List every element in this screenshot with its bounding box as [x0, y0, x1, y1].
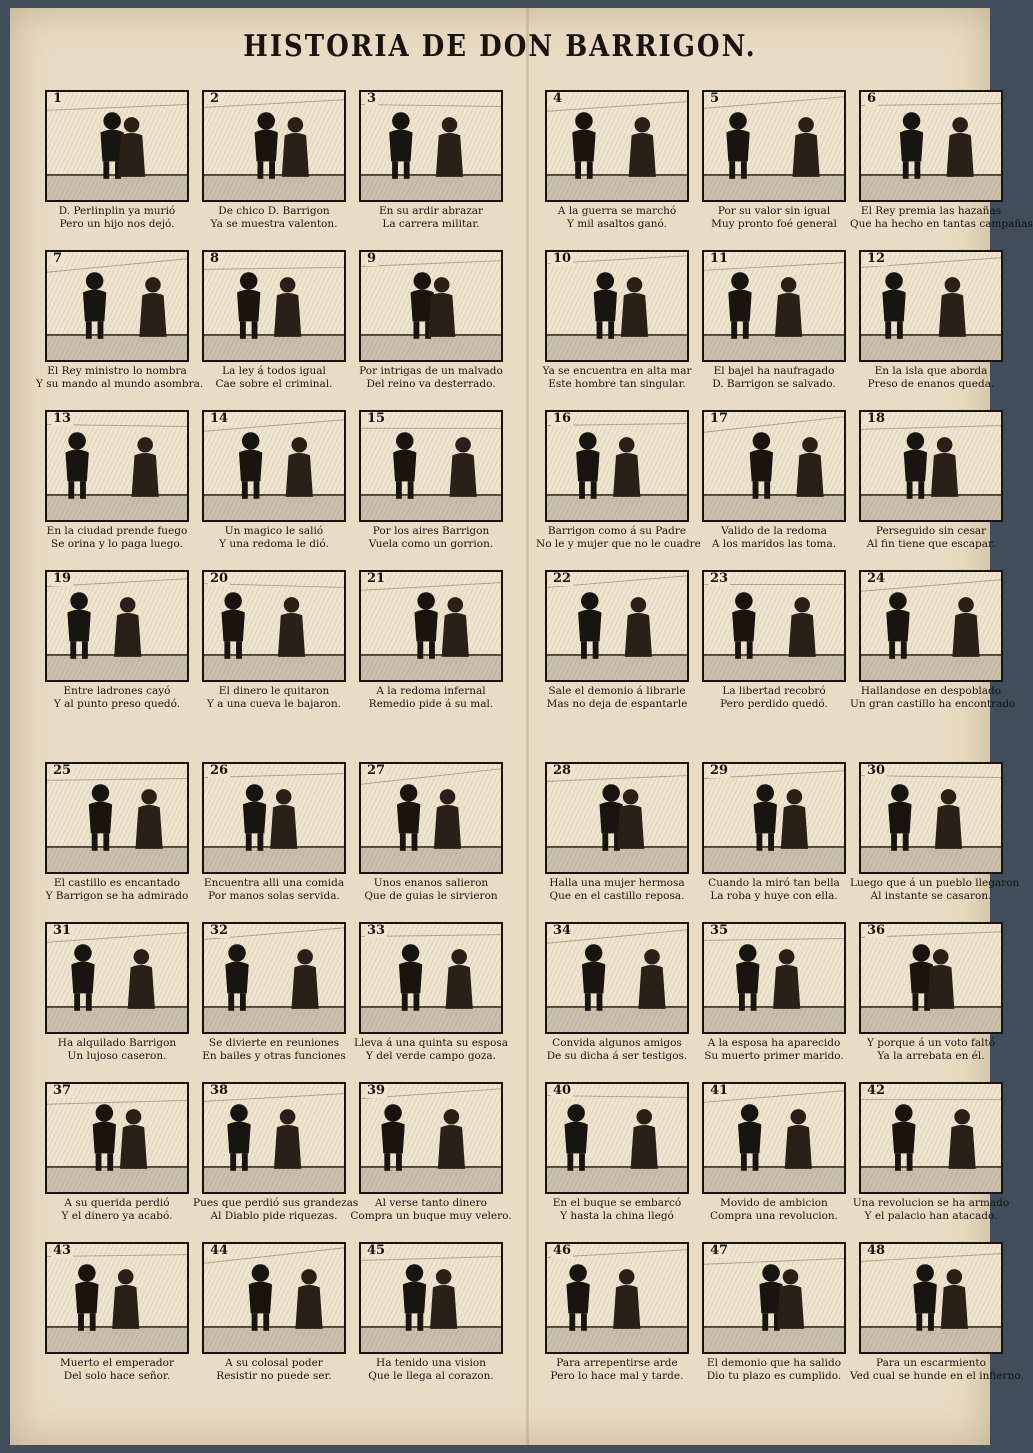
panel-caption: [536, 365, 698, 391]
panel-number: 2: [210, 91, 220, 106]
panel-number: 15: [367, 411, 386, 426]
panel-number: 39: [367, 1083, 386, 1098]
panel-caption: [536, 1037, 698, 1063]
woodcut-panel: [856, 248, 1006, 408]
panel-caption: [536, 1197, 698, 1223]
woodcut-illustration: [859, 90, 1003, 202]
woodcut-illustration: [202, 922, 346, 1034]
woodcut-panel: [699, 1080, 849, 1240]
caption-line-1: El castillo es encantado: [53, 877, 181, 889]
caption-line-2: Y su mando al mundo asombra.: [36, 378, 204, 390]
woodcut-panel: [542, 920, 692, 1080]
woodcut-panel: [42, 1080, 192, 1240]
caption-line-2: Al fin tiene que escapar.: [866, 538, 996, 550]
caption-line-2: Compra un buque muy velero.: [350, 1210, 512, 1222]
caption-line-1: Entre ladrones cayó: [63, 685, 171, 697]
panel-caption: [693, 685, 855, 711]
woodcut-illustration: [202, 570, 346, 682]
panel-number: 38: [210, 1083, 229, 1098]
caption-line-2: Pero un hijo nos dejó.: [59, 218, 175, 230]
caption-line-2: Mas no deja de espantarle: [546, 698, 688, 710]
woodcut-panel: [699, 920, 849, 1080]
woodcut-panel: [850, 88, 1033, 248]
woodcut-illustration: [202, 762, 346, 874]
woodcut-panel: [856, 920, 1006, 1080]
broadsheet: [10, 8, 1033, 1445]
caption-line-2: Por manos solas servida.: [208, 890, 340, 902]
panel-caption: [193, 1357, 355, 1383]
panel-number: 24: [867, 571, 886, 586]
woodcut-panel: [542, 248, 692, 408]
panel-number: 4: [553, 91, 563, 106]
caption-line-1: Ya se encuentra en alta mar: [542, 365, 692, 377]
panel-number: 7: [53, 251, 63, 266]
woodcut-panel: [542, 760, 692, 920]
panel-number: 41: [710, 1083, 729, 1098]
panel-caption: [536, 205, 698, 231]
caption-line-2: Y al punto preso quedó.: [53, 698, 181, 710]
woodcut-illustration: [702, 410, 846, 522]
caption-line-1: El Rey ministro lo nombra: [47, 365, 187, 377]
panel-number: 8: [210, 251, 220, 266]
caption-line-2: Al Diablo pide riquezas.: [210, 1210, 338, 1222]
panel-caption: [350, 1037, 512, 1063]
woodcut-panel: [850, 1240, 1024, 1400]
panel-number: 18: [867, 411, 886, 426]
woodcut-panel: [699, 408, 849, 568]
panel-number: 45: [367, 1243, 386, 1258]
caption-line-1: Sale el demonio á librarle: [548, 685, 686, 697]
woodcut-panel: [542, 568, 692, 728]
woodcut-illustration: [545, 1242, 689, 1354]
woodcut-illustration: [45, 90, 189, 202]
panel-caption: [350, 525, 512, 551]
caption-line-2: Compra una revolucion.: [709, 1210, 839, 1222]
panel-number: 14: [210, 411, 229, 426]
panel-number: 12: [867, 251, 886, 266]
woodcut-panel: [199, 248, 349, 408]
panel-caption: [350, 365, 512, 391]
caption-line-1: Para un escarmiento: [876, 1357, 986, 1369]
panel-number: 34: [553, 923, 572, 938]
caption-line-1: La ley á todos igual: [222, 365, 326, 377]
panel-grid-top-left: [36, 88, 506, 728]
caption-line-2: No le y mujer que no le cuadre: [536, 538, 701, 550]
panel-number: 5: [710, 91, 720, 106]
panel-grid-bottom-left: [42, 760, 512, 1400]
panel-caption: [693, 1357, 855, 1383]
woodcut-illustration: [545, 1082, 689, 1194]
panel-caption: [36, 1357, 198, 1383]
caption-line-2: De su dicha á ser testigos.: [546, 1050, 688, 1062]
woodcut-illustration: [359, 1082, 503, 1194]
caption-line-2: D. Barrigon se salvado.: [712, 378, 836, 390]
woodcut-panel: [42, 1240, 192, 1400]
panel-number: 47: [710, 1243, 729, 1258]
caption-line-1: Muerto el emperador: [60, 1357, 174, 1369]
caption-line-2: Resistir no puede ser.: [216, 1370, 332, 1382]
panel-caption: [693, 877, 855, 903]
woodcut-panel: [193, 1080, 359, 1240]
woodcut-illustration: [45, 1242, 189, 1354]
woodcut-panel: [699, 760, 849, 920]
woodcut-panel: [36, 248, 204, 408]
woodcut-panel: [699, 88, 849, 248]
woodcut-panel: [699, 248, 849, 408]
woodcut-illustration: [359, 250, 503, 362]
woodcut-panel: [199, 408, 349, 568]
woodcut-illustration: [859, 250, 1003, 362]
panel-caption: [350, 877, 512, 903]
panel-caption: [536, 685, 698, 711]
panel-number: 17: [710, 411, 729, 426]
caption-line-1: El demonio que ha salido: [706, 1357, 842, 1369]
caption-line-2: La carrera militar.: [382, 218, 480, 230]
panel-number: 44: [210, 1243, 229, 1258]
woodcut-panel: [42, 88, 192, 248]
caption-line-1: La libertad recobró: [722, 685, 826, 697]
caption-line-2: Ved cual se hunde en el infierno.: [850, 1370, 1024, 1382]
woodcut-illustration: [702, 250, 846, 362]
caption-line-1: A la redoma infernal: [376, 685, 486, 697]
woodcut-panel: [199, 88, 349, 248]
caption-line-2: Un gran castillo ha encontrado: [850, 698, 1016, 710]
woodcut-illustration: [45, 1082, 189, 1194]
caption-line-1: Convida algunos amigos: [552, 1037, 682, 1049]
caption-line-1: Barrigon como á su Padre: [547, 525, 687, 537]
caption-line-1: En la isla que aborda: [874, 365, 988, 377]
woodcut-panel: [356, 248, 506, 408]
caption-line-2: Del reino va desterrado.: [366, 378, 496, 390]
panel-caption: [193, 365, 355, 391]
woodcut-illustration: [545, 90, 689, 202]
woodcut-illustration: [45, 410, 189, 522]
caption-line-1: Lleva á una quinta su esposa: [354, 1037, 508, 1049]
panel-caption: [350, 1197, 512, 1223]
caption-line-1: Luego que á un pueblo llegaron: [850, 877, 1020, 889]
panel-caption: [36, 1197, 198, 1223]
panel-number: 27: [367, 763, 386, 778]
woodcut-illustration: [45, 250, 189, 362]
caption-line-2: Ya la arrebata en él.: [877, 1050, 985, 1062]
caption-line-2: Pero perdido quedó.: [720, 698, 828, 710]
woodcut-panel: [356, 408, 506, 568]
panel-number: 3: [367, 91, 377, 106]
woodcut-illustration: [859, 1082, 1003, 1194]
caption-line-2: Ya se muestra valenton.: [210, 218, 338, 230]
woodcut-illustration: [202, 410, 346, 522]
caption-line-1: Por su valor sin igual: [717, 205, 831, 217]
panel-number: 48: [867, 1243, 886, 1258]
woodcut-panel: [199, 1240, 349, 1400]
caption-line-1: Un magico le salió: [224, 525, 324, 537]
woodcut-illustration: [859, 922, 1003, 1034]
caption-line-2: Que le llega al corazon.: [368, 1370, 494, 1382]
panel-grid-top-right: [536, 88, 1033, 728]
caption-line-1: En el buque se embarcó: [552, 1197, 682, 1209]
woodcut-illustration: [859, 1242, 1003, 1354]
caption-line-1: Encuentra alli una comida: [203, 877, 345, 889]
woodcut-panel: [42, 568, 192, 728]
woodcut-panel: [699, 1240, 849, 1400]
panel-caption: [850, 205, 1033, 231]
caption-line-2: Y hasta la china llegó: [560, 1210, 674, 1222]
woodcut-illustration: [359, 90, 503, 202]
woodcut-panel: [850, 760, 1020, 920]
caption-line-2: Que de guias le sirvieron: [364, 890, 498, 902]
panel-number: 19: [53, 571, 72, 586]
woodcut-panel: [699, 568, 849, 728]
caption-line-2: Y mil asaltos ganó.: [566, 218, 668, 230]
panel-number: 40: [553, 1083, 572, 1098]
panel-caption: [36, 685, 198, 711]
woodcut-illustration: [702, 922, 846, 1034]
caption-line-1: En la ciudad prende fuego: [46, 525, 188, 537]
woodcut-illustration: [545, 570, 689, 682]
caption-line-1: Por intrigas de un malvado: [359, 365, 503, 377]
page-title: HISTORIA DE DON BARRIGON.: [243, 29, 757, 65]
caption-line-2: Del solo hace señor.: [63, 1370, 171, 1382]
panel-number: 35: [710, 923, 729, 938]
panel-number: 11: [710, 251, 729, 266]
caption-line-1: Ha alquilado Barrigon: [57, 1037, 177, 1049]
center-fold: [526, 8, 529, 1445]
woodcut-illustration: [702, 1242, 846, 1354]
panel-caption: [850, 365, 1012, 391]
caption-line-2: Que ha hecho en tantas campañas: [850, 218, 1033, 230]
panel-number: 30: [867, 763, 886, 778]
panel-caption: [36, 1037, 198, 1063]
woodcut-illustration: [545, 250, 689, 362]
woodcut-illustration: [859, 570, 1003, 682]
panel-number: 6: [867, 91, 877, 106]
woodcut-illustration: [545, 922, 689, 1034]
woodcut-panel: [536, 408, 701, 568]
panel-caption: [693, 1037, 855, 1063]
caption-line-2: Muy pronto foé general: [711, 218, 837, 230]
panel-number: 23: [710, 571, 729, 586]
woodcut-illustration: [359, 1242, 503, 1354]
panel-number: 33: [367, 923, 386, 938]
caption-line-2: Dio tu plazo es cumplido.: [706, 1370, 842, 1382]
woodcut-panel: [199, 760, 349, 920]
caption-line-1: A la esposa ha aparecido: [707, 1037, 841, 1049]
woodcut-illustration: [202, 90, 346, 202]
panel-number: 9: [367, 251, 377, 266]
panel-number: 46: [553, 1243, 572, 1258]
caption-line-1: En su ardir abrazar: [378, 205, 484, 217]
caption-line-1: Y porque á un voto faltó: [866, 1037, 995, 1049]
woodcut-illustration: [202, 1242, 346, 1354]
caption-line-1: Unos enanos salieron: [373, 877, 489, 889]
woodcut-panel: [42, 408, 192, 568]
panel-number: 25: [53, 763, 72, 778]
woodcut-illustration: [359, 762, 503, 874]
panel-caption: [850, 525, 1012, 551]
caption-line-1: Ha tenido una vision: [376, 1357, 486, 1369]
woodcut-panel: [199, 920, 349, 1080]
woodcut-illustration: [45, 570, 189, 682]
panel-caption: [193, 525, 355, 551]
woodcut-illustration: [359, 570, 503, 682]
panel-caption: [350, 1357, 512, 1383]
woodcut-illustration: [359, 922, 503, 1034]
panel-number: 36: [867, 923, 886, 938]
woodcut-illustration: [702, 762, 846, 874]
woodcut-illustration: [202, 250, 346, 362]
panel-number: 10: [553, 251, 572, 266]
caption-line-2: Se orina y lo paga luego.: [51, 538, 183, 550]
caption-line-1: Al verse tanto dinero: [375, 1197, 487, 1209]
caption-line-1: A la guerra se marchó: [557, 205, 677, 217]
panel-caption: [536, 525, 701, 551]
caption-line-2: Y a una cueva le bajaron.: [206, 698, 342, 710]
woodcut-illustration: [545, 762, 689, 874]
panel-caption: [193, 1197, 359, 1223]
panel-caption: [36, 525, 198, 551]
panel-caption: [193, 205, 355, 231]
panel-number: 28: [553, 763, 572, 778]
caption-line-2: Su muerto primer marido.: [704, 1050, 844, 1062]
woodcut-panel: [356, 760, 506, 920]
caption-line-2: Al instante se casaron.: [870, 890, 992, 902]
panel-caption: [536, 877, 698, 903]
panel-caption: [693, 365, 855, 391]
panel-caption: [350, 205, 512, 231]
woodcut-panel: [42, 760, 192, 920]
woodcut-panel: [356, 88, 506, 248]
panel-number: 43: [53, 1243, 72, 1258]
caption-line-2: Remedio pide á su mal.: [368, 698, 494, 710]
woodcut-panel: [42, 920, 192, 1080]
woodcut-panel: [850, 568, 1016, 728]
panel-caption: [36, 877, 198, 903]
caption-line-2: Y una redoma le dió.: [219, 538, 329, 550]
woodcut-panel: [350, 1080, 512, 1240]
caption-line-2: Este hombre tan singular.: [548, 378, 686, 390]
caption-line-2: Que en el castillo reposa.: [549, 890, 685, 902]
caption-line-1: Una revolucion se ha armado: [852, 1197, 1010, 1209]
woodcut-illustration: [702, 570, 846, 682]
woodcut-panel: [356, 568, 506, 728]
panel-caption: [193, 685, 355, 711]
caption-line-1: Se divierte en reuniones: [208, 1037, 340, 1049]
caption-line-1: D. Perlinplin ya murió: [58, 205, 176, 217]
caption-line-2: Un lujoso caseron.: [67, 1050, 167, 1062]
panel-caption: [850, 1037, 1012, 1063]
panel-grid-bottom-right: [542, 760, 1024, 1400]
panel-number: 21: [367, 571, 386, 586]
panel-caption: [36, 205, 198, 231]
panel-caption: [850, 685, 1016, 711]
panel-caption: [850, 1357, 1024, 1383]
woodcut-illustration: [859, 410, 1003, 522]
caption-line-1: A su colosal poder: [225, 1357, 323, 1369]
panel-number: 42: [867, 1083, 886, 1098]
caption-line-1: Por los aires Barrigon: [372, 525, 490, 537]
panel-number: 37: [53, 1083, 72, 1098]
caption-line-1: El Rey premia las hazañas: [860, 205, 1002, 217]
panel-number: 20: [210, 571, 229, 586]
woodcut-illustration: [202, 1082, 346, 1194]
panel-caption: [693, 525, 855, 551]
panel-number: 13: [53, 411, 72, 426]
woodcut-panel: [199, 568, 349, 728]
caption-line-1: Cuando la miró tan bella: [708, 877, 840, 889]
caption-line-2: Preso de enanos queda.: [867, 378, 995, 390]
woodcut-illustration: [45, 922, 189, 1034]
caption-line-1: A su querida perdió: [64, 1197, 170, 1209]
caption-line-1: Movido de ambicion: [720, 1197, 828, 1209]
woodcut-panel: [542, 88, 692, 248]
woodcut-panel: [542, 1240, 692, 1400]
caption-line-2: Cae sobre el criminal.: [215, 378, 333, 390]
panel-caption: [693, 1197, 855, 1223]
caption-line-2: En bailes y otras funciones: [202, 1050, 346, 1062]
woodcut-panel: [856, 408, 1006, 568]
woodcut-illustration: [702, 90, 846, 202]
woodcut-panel: [542, 1080, 692, 1240]
panel-caption: [193, 877, 355, 903]
woodcut-illustration: [45, 762, 189, 874]
woodcut-illustration: [702, 1082, 846, 1194]
panel-number: 16: [553, 411, 572, 426]
panel-number: 1: [53, 91, 63, 106]
panel-caption: [193, 1037, 355, 1063]
caption-line-1: Pues que perdió sus grandezas: [193, 1197, 359, 1209]
caption-line-2: Pero lo hace mal y tarde.: [550, 1370, 684, 1382]
caption-line-1: El bajel ha naufragado: [713, 365, 835, 377]
caption-line-1: Hallandose en despoblado: [860, 685, 1002, 697]
panel-number: 32: [210, 923, 229, 938]
woodcut-illustration: [359, 410, 503, 522]
caption-line-1: Para arrepentirse arde: [556, 1357, 678, 1369]
panel-caption: [850, 877, 1020, 903]
panel-caption: [536, 1357, 698, 1383]
caption-line-2: Y Barrigon se ha admirado: [45, 890, 189, 902]
caption-line-1: El dinero le quitaron: [218, 685, 330, 697]
caption-line-2: A los maridos las toma.: [711, 538, 837, 550]
panel-number: 31: [53, 923, 72, 938]
woodcut-panel: [356, 920, 506, 1080]
panel-caption: [850, 1197, 1012, 1223]
woodcut-illustration: [545, 410, 689, 522]
woodcut-panel: [852, 1080, 1010, 1240]
caption-line-2: Y el palacio han atacado.: [864, 1210, 998, 1222]
panel-caption: [693, 205, 855, 231]
caption-line-2: Y el dinero ya acabó.: [61, 1210, 173, 1222]
panel-caption: [350, 685, 512, 711]
caption-line-1: Halla una mujer hermosa: [549, 877, 685, 889]
panel-number: 22: [553, 571, 572, 586]
caption-line-2: Y del verde campo goza.: [366, 1050, 496, 1062]
caption-line-1: De chico D. Barrigon: [218, 205, 330, 217]
woodcut-illustration: [859, 762, 1003, 874]
woodcut-panel: [356, 1240, 506, 1400]
panel-number: 29: [710, 763, 729, 778]
caption-line-2: Vuela como un gorrion.: [368, 538, 494, 550]
caption-line-1: Perseguido sin cesar: [875, 525, 987, 537]
panel-number: 26: [210, 763, 229, 778]
caption-line-1: Valido de la redoma: [721, 525, 827, 537]
caption-line-2: La roba y huye con ella.: [710, 890, 838, 902]
panel-caption: [36, 365, 204, 391]
